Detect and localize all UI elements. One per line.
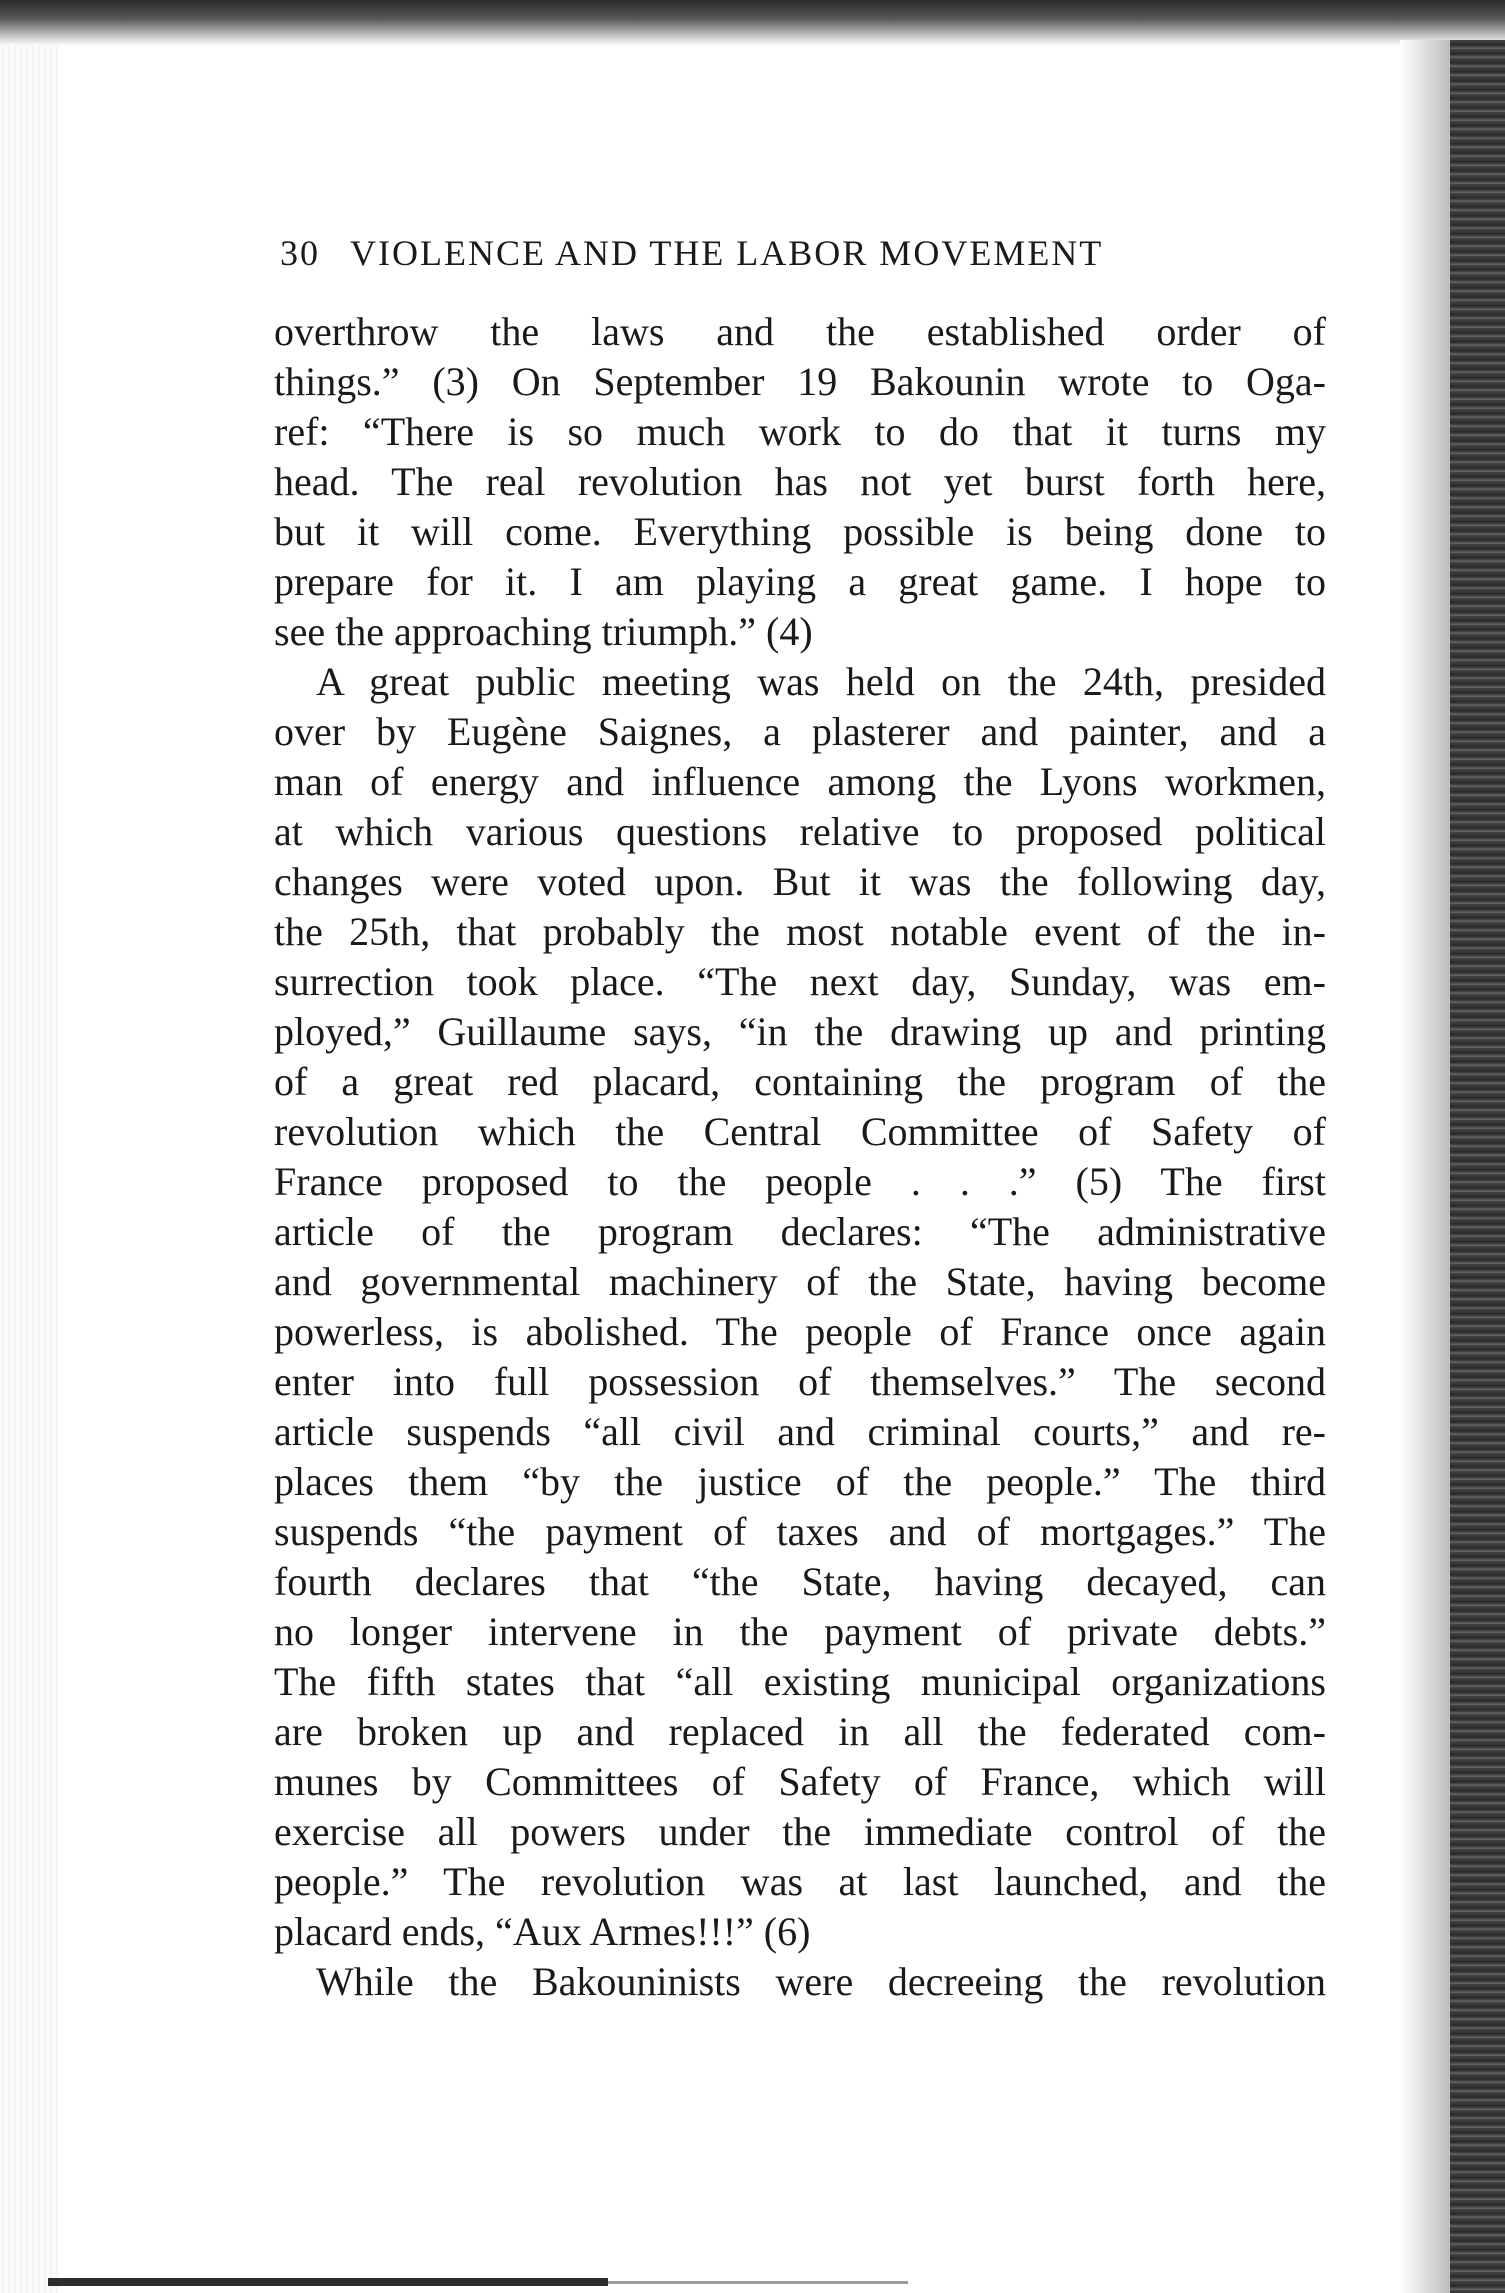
running-head-title: VIOLENCE AND THE LABOR MOVEMENT [350,233,1104,273]
page-number: 30 [280,233,320,273]
text-line: ployed,” Guillaume says, “in the drawing up and printing [274,1009,1326,1054]
text-line: munes by Committees of Safety of France, which will [274,1759,1326,1804]
text-line: the 25th, that probably the most notable event of the in- [274,909,1326,954]
scan-gutter-shadow [1400,40,1450,2293]
text-line: powerless, is abolished. The people of France once again [274,1309,1326,1354]
text-line: man of energy and influence among the Lyons workmen, [274,759,1326,804]
text-line: prepare for it. I am playing a great game. I hope to [274,559,1326,604]
text-line: France proposed to the people . . .” (5) The first [274,1159,1326,1204]
running-head [280,232,1330,282]
text-line: enter into full possession of themselves.” The second [274,1359,1326,1404]
text-line: and governmental machinery of the State, having become [274,1259,1326,1304]
text-line: head. The real revolution has not yet burst forth here, [274,459,1326,504]
scan-right-edge [1450,40,1505,2293]
scan-bottom-edge-tail [608,2281,908,2284]
text-line: places them “by the justice of the people.” The third [274,1459,1326,1504]
text-line: The fifth states that “all existing municipal organizations [274,1659,1326,1704]
text-line: things.” (3) On September 19 Bakounin wrote to Oga- [274,359,1326,404]
text-line: people.” The revolution was at last launched, and the [274,1859,1326,1904]
text-line: overthrow the laws and the established order of [274,309,1326,354]
body-text [274,307,1326,2007]
paragraph-start-line: While the Bakouninists were decreeing the revolution [316,1959,1326,2004]
text-line: of a great red placard, containing the program of the [274,1059,1326,1104]
text-line: over by Eugène Saignes, a plasterer and painter, and a [274,709,1326,754]
text-line: see the approaching triumph.” (4) [274,609,813,654]
text-line: suspends “the payment of taxes and of mortgages.” The [274,1509,1326,1554]
text-line: surrection took place. “The next day, Sunday, was em- [274,959,1326,1004]
text-line: changes were voted upon. But it was the following day, [274,859,1326,904]
text-line: ref: “There is so much work to do that it turns my [274,409,1326,454]
text-line: at which various questions relative to proposed political [274,809,1326,854]
text-line: revolution which the Central Committee of Safety of [274,1109,1326,1154]
text-line: article of the program declares: “The administrative [274,1209,1326,1254]
paragraph-start-line: A great public meeting was held on the 24th, presided [316,659,1326,704]
text-line: no longer intervene in the payment of private debts.” [274,1609,1326,1654]
text-line: are broken up and replaced in all the federated com- [274,1709,1326,1754]
text-line: fourth declares that “the State, having decayed, can [274,1559,1326,1604]
scan-bottom-edge [48,2278,608,2286]
text-line: article suspends “all civil and criminal courts,” and re- [274,1409,1326,1454]
text-line: exercise all powers under the immediate control of the [274,1809,1326,1854]
text-line: placard ends, “Aux Armes!!!” (6) [274,1909,811,1954]
scan-top-edge [0,0,1505,46]
text-line: but it will come. Everything possible is being done to [274,509,1326,554]
scan-left-margin [0,46,58,2293]
